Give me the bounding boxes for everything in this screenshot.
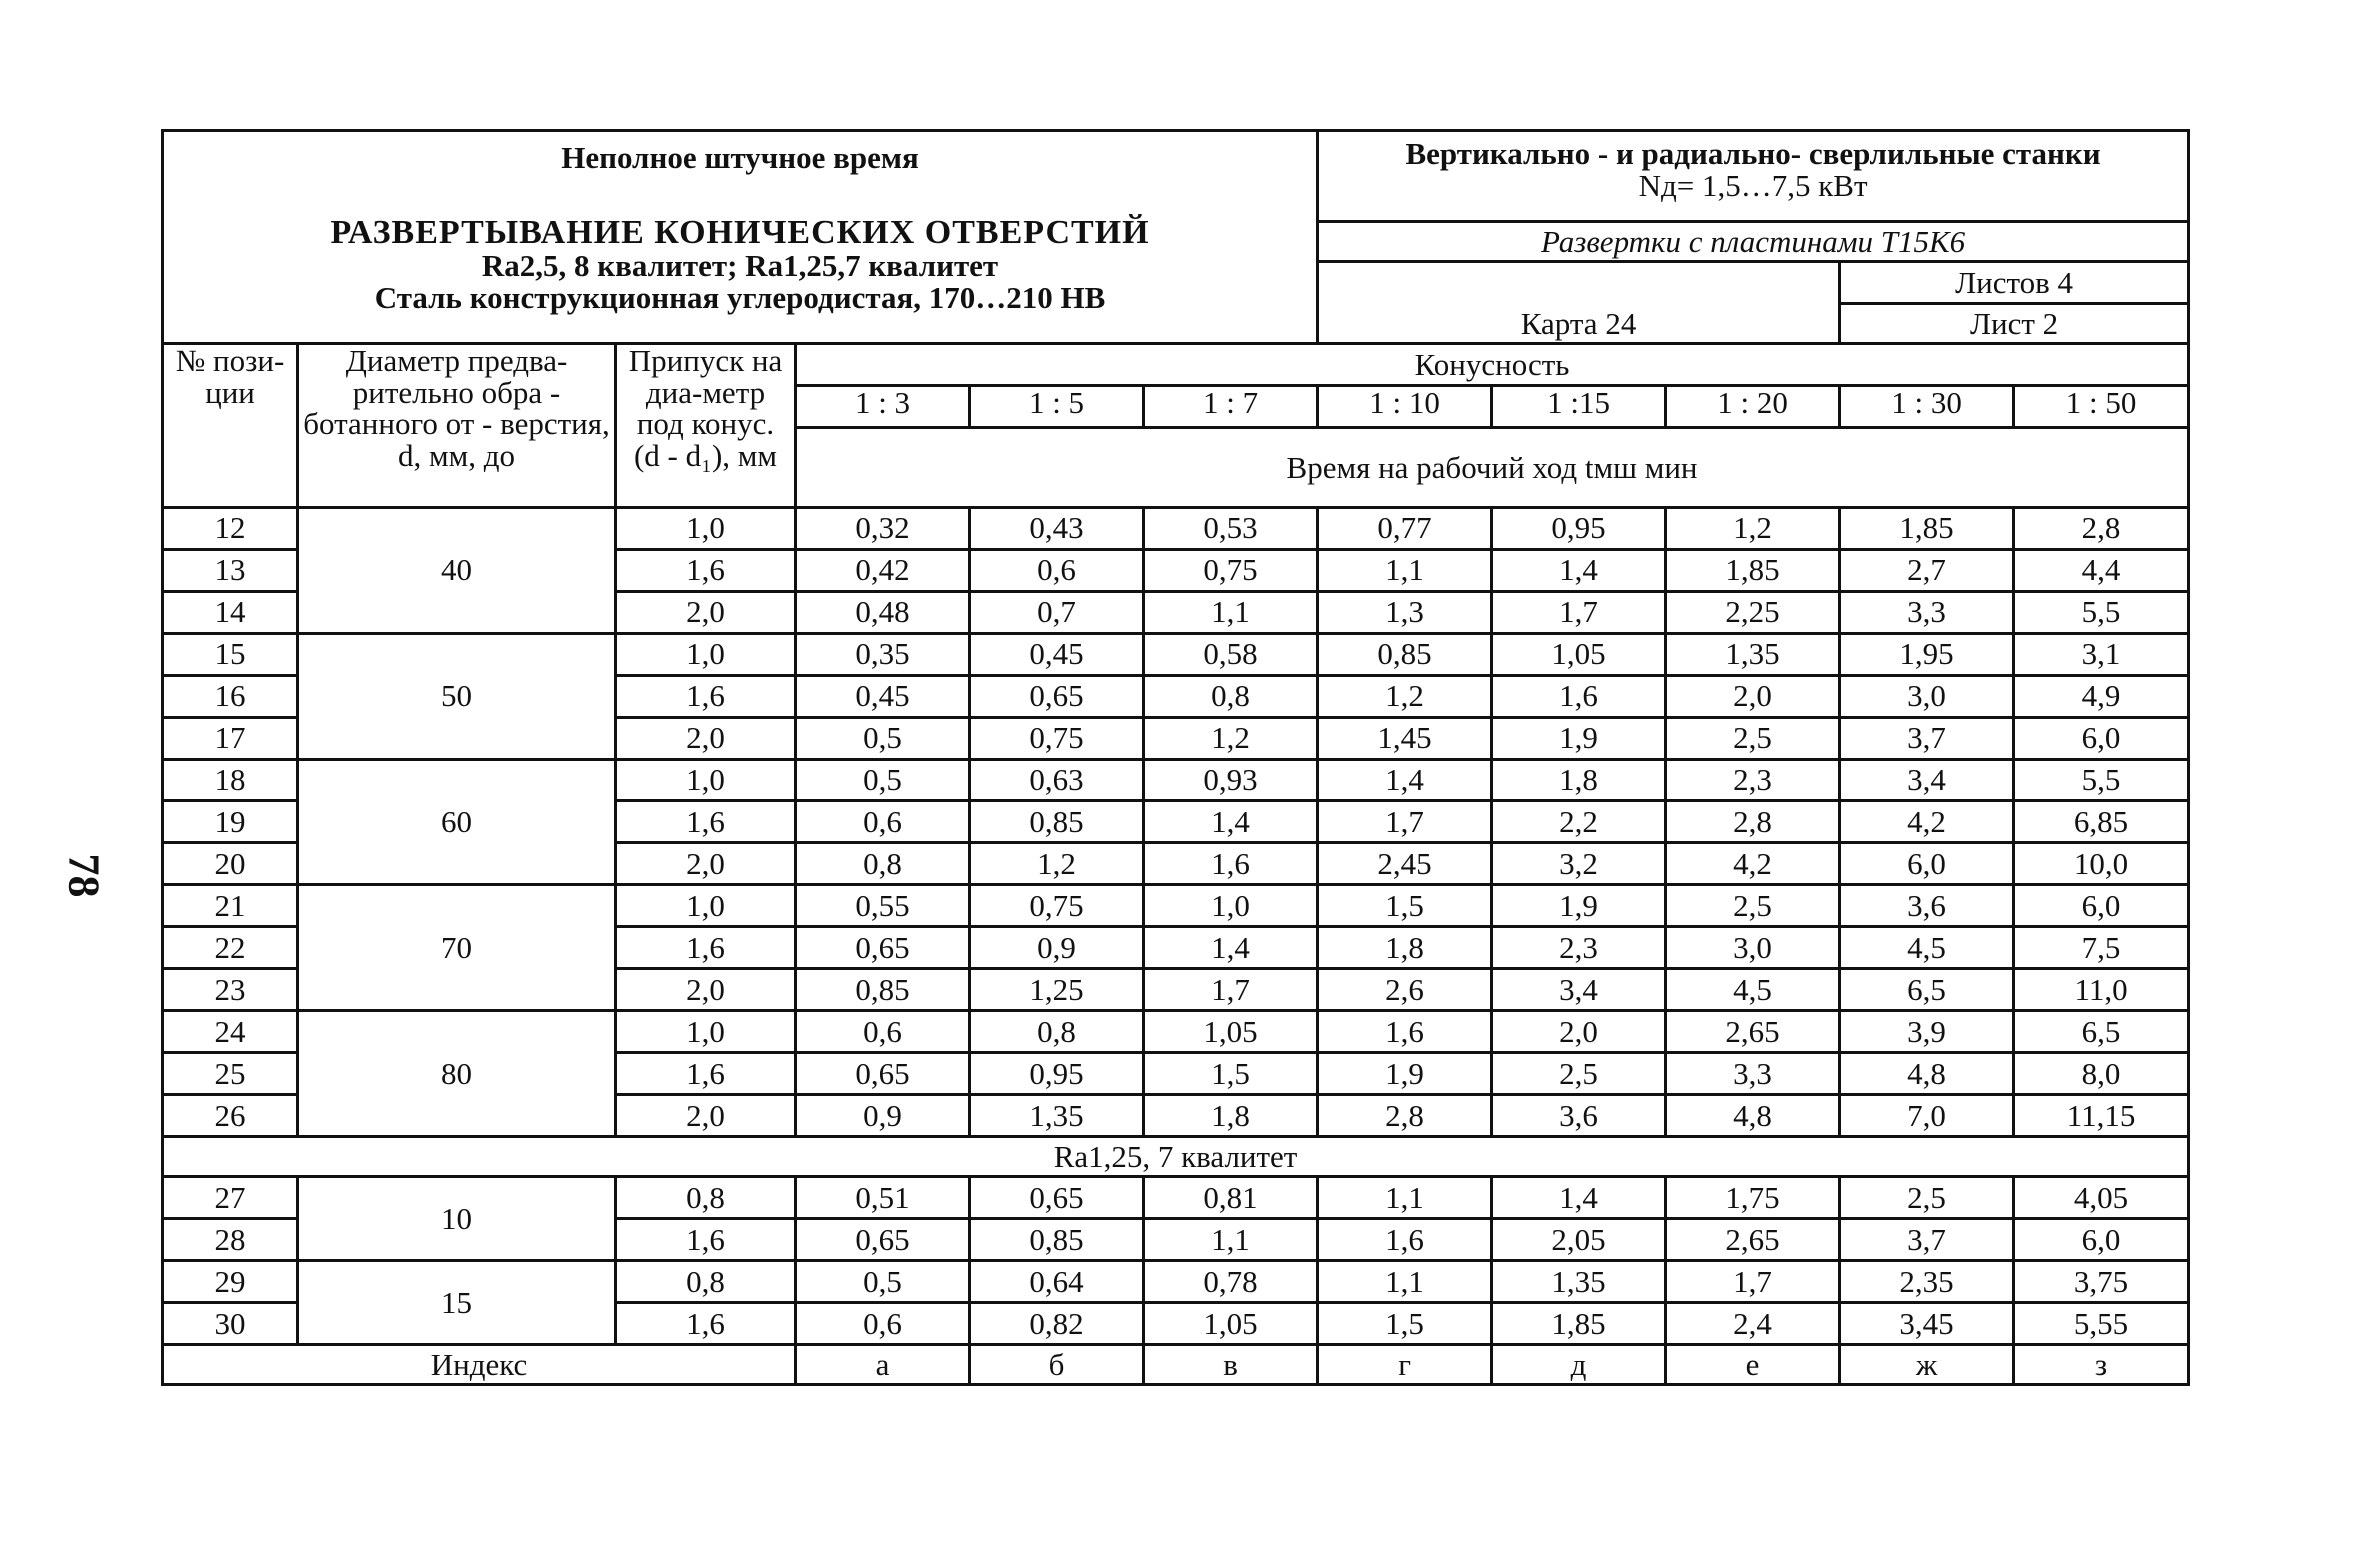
time-value-cell: 1,8 <box>1318 927 1492 969</box>
time-value-cell: 1,1 <box>1318 1261 1492 1303</box>
col-allowance-header: Припуск на диа-метр под конус. (d - d₁), мм <box>616 344 796 508</box>
time-value-cell: 2,4 <box>1666 1303 1840 1345</box>
table-row <box>163 633 2189 675</box>
index-value-cell: д <box>1492 1344 1666 1384</box>
time-value-cell: 1,8 <box>1144 1095 1318 1137</box>
allowance-cell: 2,0 <box>616 969 796 1011</box>
time-value-cell: 0,8 <box>1144 675 1318 717</box>
time-value-cell: 7,5 <box>2014 927 2189 969</box>
time-value-cell: 1,1 <box>1144 1219 1318 1261</box>
time-value-cell: 4,05 <box>2014 1177 2189 1219</box>
time-value-cell: 0,48 <box>796 591 970 633</box>
time-value-cell: 1,3 <box>1318 591 1492 633</box>
time-value-cell: 3,4 <box>1492 969 1666 1011</box>
time-value-cell: 0,5 <box>796 1261 970 1303</box>
time-value-cell: 2,35 <box>1840 1261 2014 1303</box>
diameter-cell: 80 <box>298 1011 616 1137</box>
index-row <box>163 1344 2189 1384</box>
taper-1-3: 1 : 3 <box>796 385 970 427</box>
time-value-cell: 2,8 <box>1666 801 1840 843</box>
time-value-cell: 5,5 <box>2014 759 2189 801</box>
time-value-cell: 0,42 <box>796 549 970 591</box>
time-value-cell: 1,5 <box>1144 1053 1318 1095</box>
time-value-cell: 3,2 <box>1492 843 1666 885</box>
position-cell: 19 <box>163 801 298 843</box>
machine-type: Вертикально - и радиально- сверлильные станки <box>1405 136 2101 171</box>
time-value-cell: 1,0 <box>1144 885 1318 927</box>
time-value-cell: 1,2 <box>1666 507 1840 549</box>
time-value-cell: 0,53 <box>1144 507 1318 549</box>
time-value-cell: 2,5 <box>1666 717 1840 759</box>
time-value-cell: 0,95 <box>970 1053 1144 1095</box>
time-value-cell: 4,8 <box>1840 1053 2014 1095</box>
position-cell: 30 <box>163 1303 298 1345</box>
time-value-cell: 2,65 <box>1666 1011 1840 1053</box>
time-value-cell: 2,45 <box>1318 843 1492 885</box>
reaming-time-table <box>161 129 2190 1386</box>
time-value-cell: 0,75 <box>1144 549 1318 591</box>
allowance-cell: 1,6 <box>616 675 796 717</box>
diameter-cell: 70 <box>298 885 616 1011</box>
sheet-number: Лист 2 <box>1840 304 2189 344</box>
position-cell: 24 <box>163 1011 298 1053</box>
diameter-cell: 10 <box>298 1177 616 1261</box>
time-value-cell: 0,6 <box>970 549 1144 591</box>
time-value-cell: 5,55 <box>2014 1303 2189 1345</box>
time-value-cell: 1,9 <box>1492 717 1666 759</box>
time-value-cell: 1,05 <box>1492 633 1666 675</box>
time-value-cell: 0,75 <box>970 717 1144 759</box>
position-cell: 28 <box>163 1219 298 1261</box>
time-value-cell: 2,05 <box>1492 1219 1666 1261</box>
time-value-cell: 2,8 <box>2014 507 2189 549</box>
time-value-cell: 3,6 <box>1840 885 2014 927</box>
time-value-cell: 6,85 <box>2014 801 2189 843</box>
diameter-cell: 15 <box>298 1261 616 1345</box>
time-value-cell: 0,45 <box>796 675 970 717</box>
position-cell: 27 <box>163 1177 298 1219</box>
time-value-cell: 4,4 <box>2014 549 2189 591</box>
allowance-cell: 2,0 <box>616 717 796 759</box>
position-cell: 22 <box>163 927 298 969</box>
index-value-cell: в <box>1144 1344 1318 1384</box>
time-value-cell: 1,35 <box>1666 633 1840 675</box>
time-value-cell: 1,45 <box>1318 717 1492 759</box>
time-value-cell: 1,5 <box>1318 1303 1492 1345</box>
time-value-cell: 3,7 <box>1840 1219 2014 1261</box>
time-value-cell: 2,5 <box>1666 885 1840 927</box>
time-value-cell: 4,2 <box>1666 843 1840 885</box>
time-value-cell: 0,5 <box>796 717 970 759</box>
time-value-cell: 0,35 <box>796 633 970 675</box>
time-value-cell: 0,65 <box>796 1219 970 1261</box>
time-value-cell: 2,0 <box>1492 1011 1666 1053</box>
time-value-cell: 1,25 <box>970 969 1144 1011</box>
allowance-cell: 1,6 <box>616 1219 796 1261</box>
time-value-cell: 2,25 <box>1666 591 1840 633</box>
allowance-cell: 1,0 <box>616 1011 796 1053</box>
time-value-cell: 1,95 <box>1840 633 2014 675</box>
time-value-cell: 1,2 <box>1144 717 1318 759</box>
card-heading <box>163 131 1318 344</box>
time-value-cell: 0,55 <box>796 885 970 927</box>
time-value-cell: 0,77 <box>1318 507 1492 549</box>
position-cell: 16 <box>163 675 298 717</box>
time-value-cell: 2,7 <box>1840 549 2014 591</box>
index-value-cell: г <box>1318 1344 1492 1384</box>
time-value-cell: 1,8 <box>1492 759 1666 801</box>
allowance-cell: 1,0 <box>616 507 796 549</box>
index-label: Индекс <box>163 1344 796 1384</box>
time-value-cell: 6,0 <box>2014 1219 2189 1261</box>
time-value-cell: 1,6 <box>1318 1219 1492 1261</box>
time-value-cell: 6,0 <box>2014 885 2189 927</box>
time-value-cell: 1,1 <box>1144 591 1318 633</box>
time-value-cell: 0,85 <box>796 969 970 1011</box>
time-value-cell: 1,4 <box>1144 801 1318 843</box>
time-value-cell: 3,0 <box>1666 927 1840 969</box>
time-value-cell: 6,0 <box>2014 717 2189 759</box>
heading-title: РАЗВЕРТЫВАНИЕ КОНИЧЕСКИХ ОТВЕРСТИЙ <box>330 213 1150 251</box>
section2-label: Ra1,25, 7 квалитет <box>163 1137 2189 1177</box>
time-value-cell: 1,85 <box>1666 549 1840 591</box>
diameter-cell: 50 <box>298 633 616 759</box>
time-value-cell: 1,05 <box>1144 1011 1318 1053</box>
time-value-cell: 3,1 <box>2014 633 2189 675</box>
time-value-cell: 7,0 <box>1840 1095 2014 1137</box>
diameter-cell: 60 <box>298 759 616 885</box>
time-value-cell: 0,75 <box>970 885 1144 927</box>
time-value-cell: 1,7 <box>1492 591 1666 633</box>
position-cell: 20 <box>163 843 298 885</box>
taper-1-5: 1 : 5 <box>970 385 1144 427</box>
time-value-cell: 0,65 <box>796 1053 970 1095</box>
sheets-total: Листов 4 <box>1840 262 2189 304</box>
taper-1-30: 1 : 30 <box>1840 385 2014 427</box>
time-value-cell: 0,51 <box>796 1177 970 1219</box>
allowance-cell: 1,6 <box>616 927 796 969</box>
time-value-cell: 0,9 <box>796 1095 970 1137</box>
time-value-cell: 0,85 <box>970 1219 1144 1261</box>
allowance-cell: 1,6 <box>616 1053 796 1095</box>
time-value-cell: 1,35 <box>970 1095 1144 1137</box>
card-number: Карта 24 <box>1318 262 1840 344</box>
time-value-cell: 0,7 <box>970 591 1144 633</box>
time-value-cell: 1,35 <box>1492 1261 1666 1303</box>
index-value-cell: ж <box>1840 1344 2014 1384</box>
time-value-cell: 5,5 <box>2014 591 2189 633</box>
time-value-cell: 3,3 <box>1840 591 2014 633</box>
time-value-cell: 6,5 <box>2014 1011 2189 1053</box>
time-value-cell: 1,4 <box>1318 759 1492 801</box>
position-cell: 14 <box>163 591 298 633</box>
time-value-cell: 3,4 <box>1840 759 2014 801</box>
time-value-cell: 1,05 <box>1144 1303 1318 1345</box>
time-value-cell: 2,5 <box>1492 1053 1666 1095</box>
time-value-cell: 2,6 <box>1318 969 1492 1011</box>
time-value-cell: 1,6 <box>1492 675 1666 717</box>
time-value-cell: 1,1 <box>1318 1177 1492 1219</box>
taper-1-20: 1 : 20 <box>1666 385 1840 427</box>
taper-1-50: 1 : 50 <box>2014 385 2189 427</box>
table-row <box>163 507 2189 549</box>
heading-roughness: Ra2,5, 8 квалитет; Ra1,25,7 квалитет <box>481 248 999 284</box>
allowance-cell: 1,6 <box>616 1303 796 1345</box>
time-value-cell: 1,9 <box>1318 1053 1492 1095</box>
time-value-cell: 0,64 <box>970 1261 1144 1303</box>
machine-power: Nд= 1,5…7,5 кВт <box>1638 167 1868 203</box>
time-value-cell: 4,5 <box>1840 927 2014 969</box>
time-value-cell: 0,8 <box>970 1011 1144 1053</box>
time-value-cell: 11,15 <box>2014 1095 2189 1137</box>
diameter-cell: 40 <box>298 507 616 633</box>
position-cell: 18 <box>163 759 298 801</box>
allowance-cell: 1,0 <box>616 759 796 801</box>
time-value-cell: 6,5 <box>1840 969 2014 1011</box>
time-value-cell: 0,78 <box>1144 1261 1318 1303</box>
time-value-cell: 0,85 <box>970 801 1144 843</box>
taper-1-7: 1 : 7 <box>1144 385 1318 427</box>
heading-line1: Неполное штучное время <box>561 140 919 175</box>
time-value-cell: 0,9 <box>970 927 1144 969</box>
time-value-cell: 4,9 <box>2014 675 2189 717</box>
time-value-cell: 1,5 <box>1318 885 1492 927</box>
index-value-cell: а <box>796 1344 970 1384</box>
tool-cell: Развертки с пластинами Т15К6 <box>1318 222 2189 262</box>
time-value-cell: 0,85 <box>1318 633 1492 675</box>
time-value-cell: 1,85 <box>1840 507 2014 549</box>
time-value-cell: 2,65 <box>1666 1219 1840 1261</box>
taper-1-10: 1 : 10 <box>1318 385 1492 427</box>
time-value-cell: 1,4 <box>1144 927 1318 969</box>
index-value-cell: б <box>970 1344 1144 1384</box>
allowance-cell: 1,0 <box>616 633 796 675</box>
time-value-cell: 0,82 <box>970 1303 1144 1345</box>
time-value-cell: 3,3 <box>1666 1053 1840 1095</box>
allowance-cell: 2,0 <box>616 843 796 885</box>
time-value-cell: 2,5 <box>1840 1177 2014 1219</box>
time-value-cell: 2,8 <box>1318 1095 1492 1137</box>
heading-material: Сталь конструкционная углеродистая, 170…210 НВ <box>374 279 1106 315</box>
norm-card <box>161 129 2187 1386</box>
table-row <box>163 1011 2189 1053</box>
table-row <box>163 1261 2189 1303</box>
table-row <box>163 1177 2189 1219</box>
time-value-cell: 1,6 <box>1144 843 1318 885</box>
time-value-cell: 0,45 <box>970 633 1144 675</box>
time-value-cell: 1,7 <box>1318 801 1492 843</box>
section-row <box>163 1137 2189 1177</box>
allowance-cell: 1,6 <box>616 549 796 591</box>
time-value-cell: 1,2 <box>1318 675 1492 717</box>
time-value-cell: 0,5 <box>796 759 970 801</box>
time-value-cell: 2,3 <box>1492 927 1666 969</box>
time-value-cell: 3,9 <box>1840 1011 2014 1053</box>
time-value-cell: 0,81 <box>1144 1177 1318 1219</box>
machine-cell <box>1318 131 2189 222</box>
time-value-cell: 0,6 <box>796 1303 970 1345</box>
time-value-cell: 1,75 <box>1666 1177 1840 1219</box>
work-time-label: Время на рабочий ход tмш мин <box>796 427 2189 507</box>
time-value-cell: 10,0 <box>2014 843 2189 885</box>
time-value-cell: 1,1 <box>1318 549 1492 591</box>
time-value-cell: 1,4 <box>1492 549 1666 591</box>
time-value-cell: 0,65 <box>970 1177 1144 1219</box>
time-value-cell: 1,2 <box>970 843 1144 885</box>
time-value-cell: 11,0 <box>2014 969 2189 1011</box>
taper-1-15: 1 :15 <box>1492 385 1666 427</box>
position-cell: 21 <box>163 885 298 927</box>
time-value-cell: 1,7 <box>1666 1261 1840 1303</box>
time-value-cell: 3,75 <box>2014 1261 2189 1303</box>
time-value-cell: 4,8 <box>1666 1095 1840 1137</box>
page-number: 78 <box>59 853 109 898</box>
position-cell: 12 <box>163 507 298 549</box>
time-value-cell: 1,85 <box>1492 1303 1666 1345</box>
time-value-cell: 3,7 <box>1840 717 2014 759</box>
time-value-cell: 1,4 <box>1492 1177 1666 1219</box>
table-row <box>163 885 2189 927</box>
time-value-cell: 1,6 <box>1318 1011 1492 1053</box>
time-value-cell: 2,2 <box>1492 801 1666 843</box>
time-value-cell: 4,5 <box>1666 969 1840 1011</box>
allowance-cell: 1,6 <box>616 801 796 843</box>
allowance-cell: 0,8 <box>616 1261 796 1303</box>
col-diameter-header: Диаметр предва-рительно обра - ботанного от - верстия, d, мм, до <box>298 344 616 508</box>
time-value-cell: 0,6 <box>796 1011 970 1053</box>
time-value-cell: 3,45 <box>1840 1303 2014 1345</box>
time-value-cell: 0,43 <box>970 507 1144 549</box>
time-value-cell: 0,65 <box>970 675 1144 717</box>
position-cell: 13 <box>163 549 298 591</box>
time-value-cell: 0,63 <box>970 759 1144 801</box>
time-value-cell: 1,7 <box>1144 969 1318 1011</box>
taper-group-header: Конусность <box>796 344 2189 386</box>
time-value-cell: 0,58 <box>1144 633 1318 675</box>
index-value-cell: е <box>1666 1344 1840 1384</box>
time-value-cell: 2,0 <box>1666 675 1840 717</box>
allowance-cell: 0,8 <box>616 1177 796 1219</box>
index-value-cell: з <box>2014 1344 2189 1384</box>
time-value-cell: 0,8 <box>796 843 970 885</box>
time-value-cell: 4,2 <box>1840 801 2014 843</box>
time-value-cell: 3,6 <box>1492 1095 1666 1137</box>
time-value-cell: 0,95 <box>1492 507 1666 549</box>
allowance-cell: 1,0 <box>616 885 796 927</box>
col-position-header: № пози-ции <box>163 344 298 508</box>
time-value-cell: 0,6 <box>796 801 970 843</box>
allowance-cell: 2,0 <box>616 591 796 633</box>
time-value-cell: 0,32 <box>796 507 970 549</box>
position-cell: 25 <box>163 1053 298 1095</box>
time-value-cell: 0,93 <box>1144 759 1318 801</box>
time-value-cell: 1,9 <box>1492 885 1666 927</box>
position-cell: 23 <box>163 969 298 1011</box>
time-value-cell: 2,3 <box>1666 759 1840 801</box>
time-value-cell: 6,0 <box>1840 843 2014 885</box>
time-value-cell: 3,0 <box>1840 675 2014 717</box>
time-value-cell: 8,0 <box>2014 1053 2189 1095</box>
time-value-cell: 0,65 <box>796 927 970 969</box>
position-cell: 17 <box>163 717 298 759</box>
table-row <box>163 759 2189 801</box>
allowance-cell: 2,0 <box>616 1095 796 1137</box>
position-cell: 29 <box>163 1261 298 1303</box>
position-cell: 26 <box>163 1095 298 1137</box>
position-cell: 15 <box>163 633 298 675</box>
